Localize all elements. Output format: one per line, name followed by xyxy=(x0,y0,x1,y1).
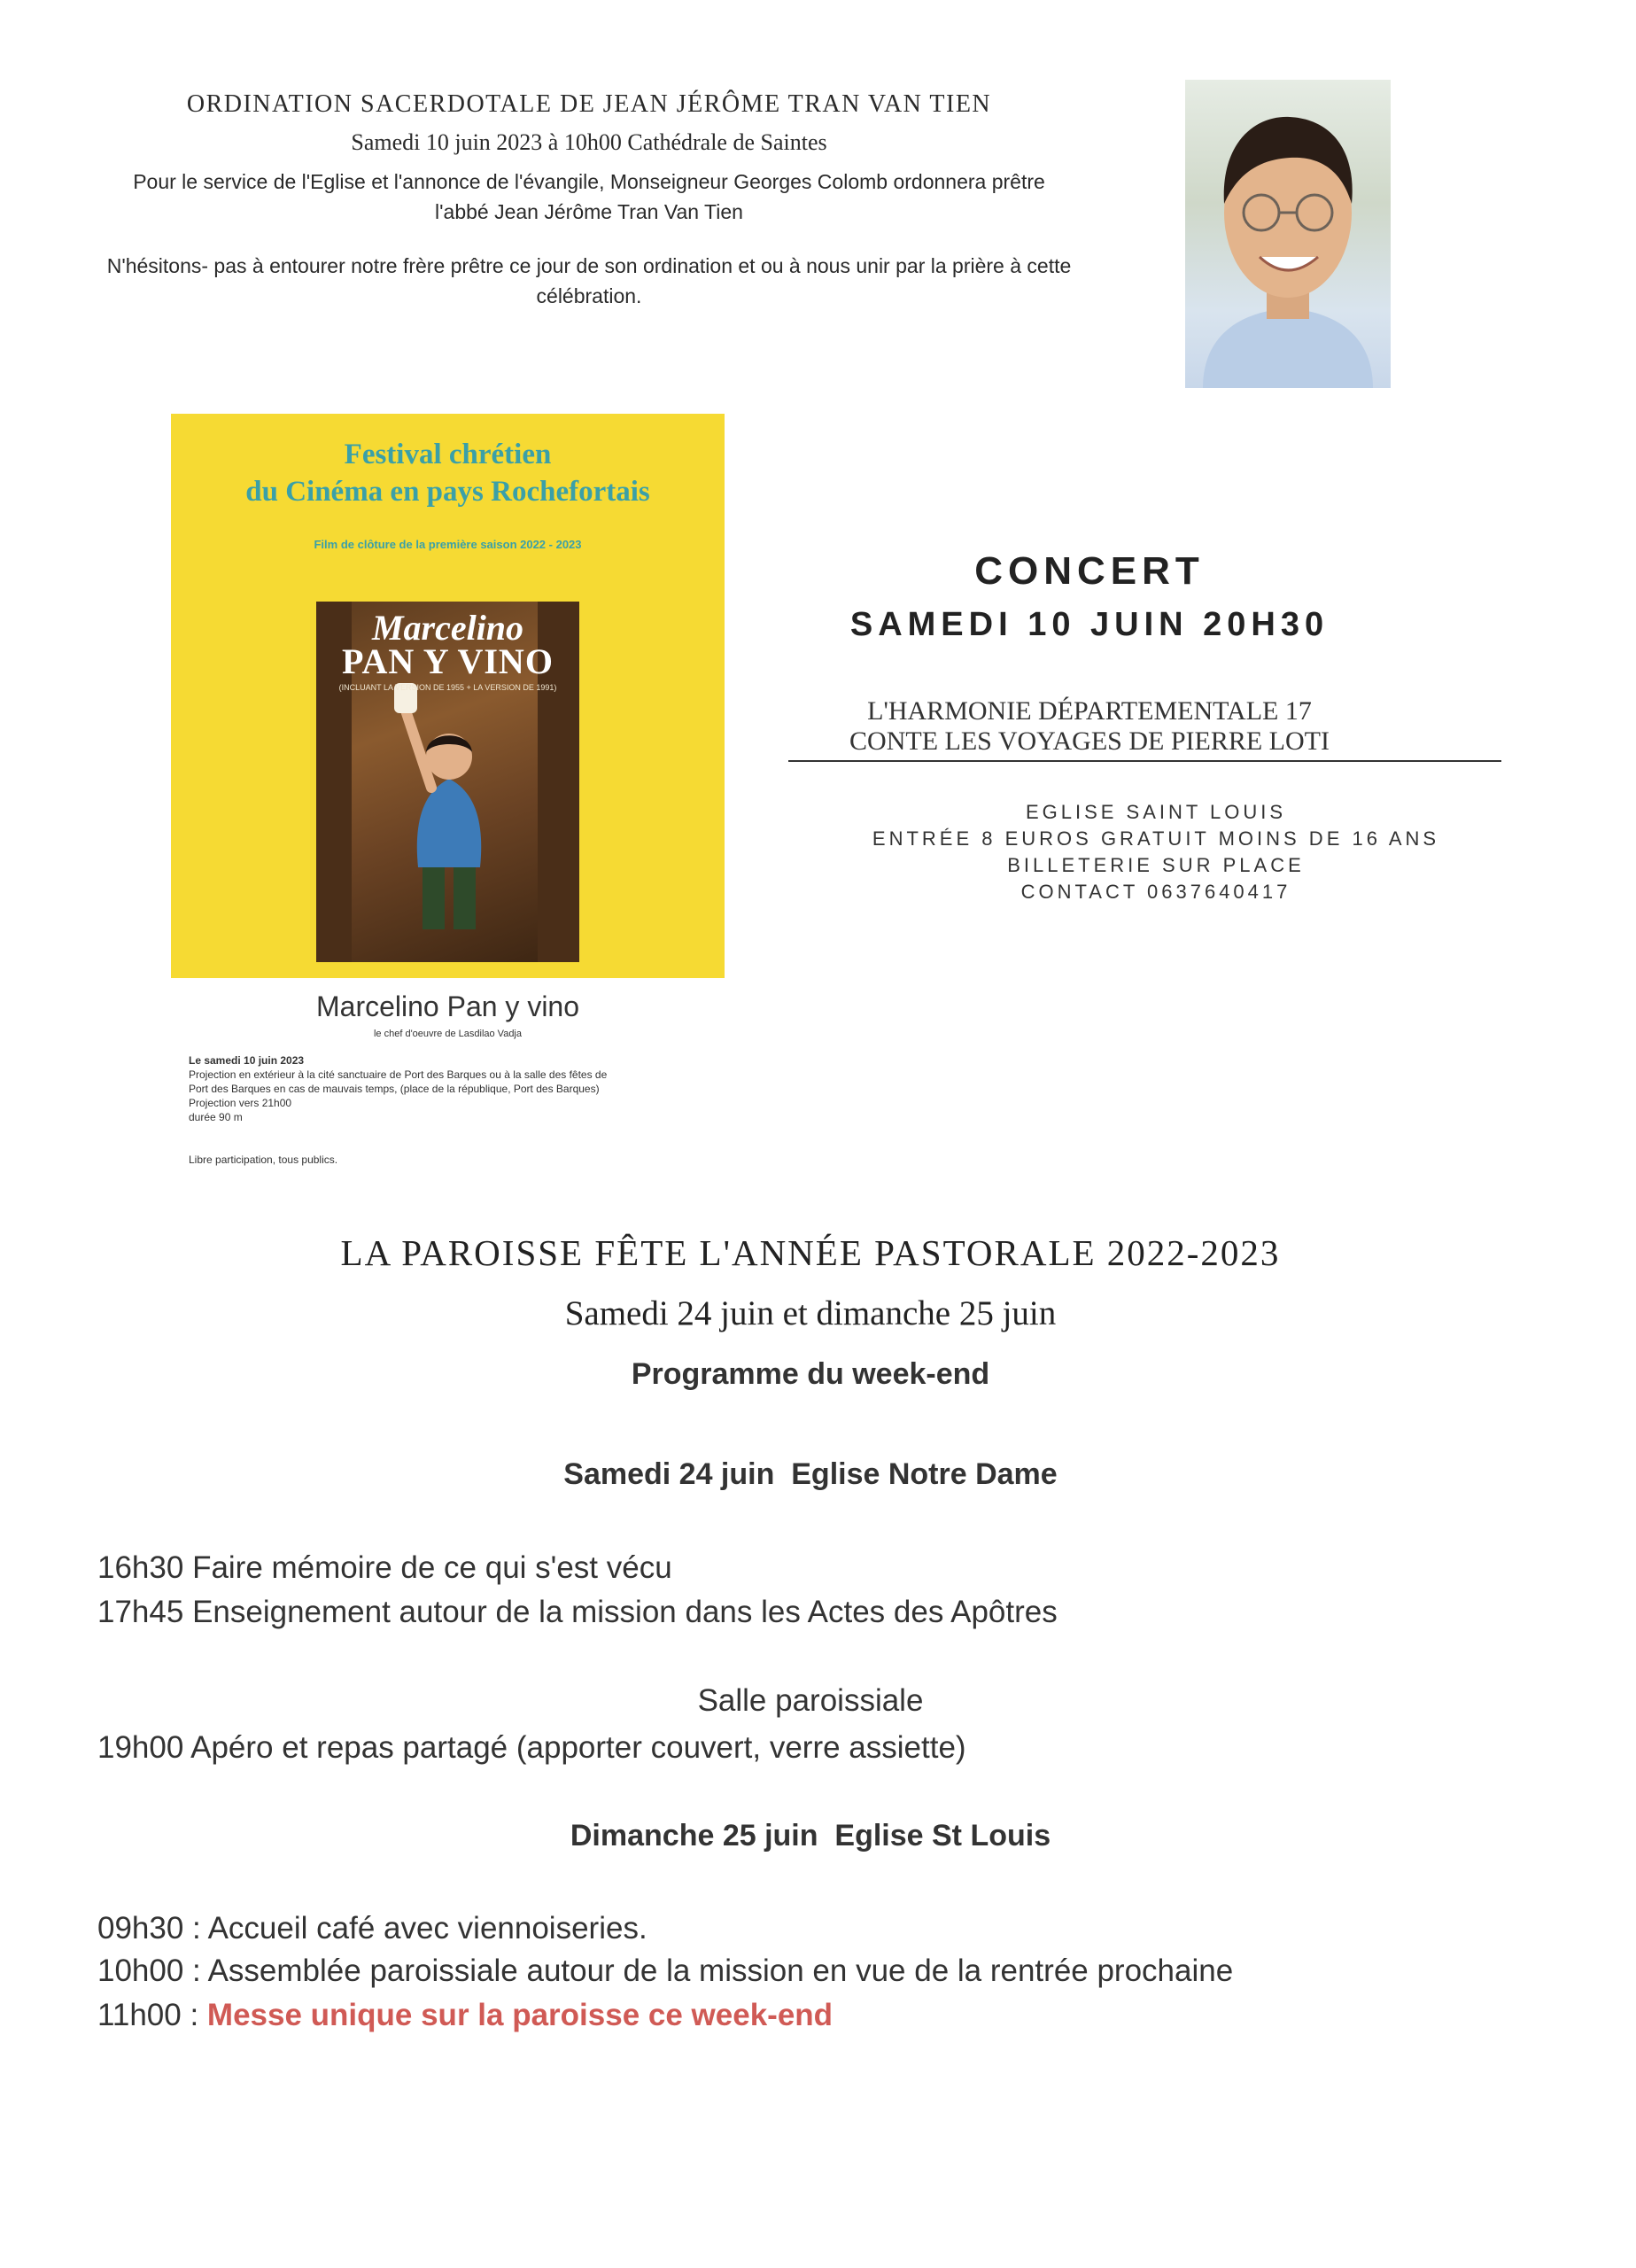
ordination-text-2 xyxy=(53,251,1125,311)
schedule-time: 11h00 : xyxy=(97,1998,199,2032)
ordination-title: ORDINATION SACERDOTALE DE JEAN JÉRÔME TRAN VAN TIEN xyxy=(186,90,992,118)
concert-info-contact: CONTACT 0637640417 xyxy=(1020,881,1291,903)
schedule-item xyxy=(97,1953,1233,1989)
concert-description-line-2: CONTE LES VOYAGES DE PIERRE LOTI xyxy=(849,726,1330,756)
movie-poster-title-2: PAN Y VINO xyxy=(342,641,554,681)
schedule-item xyxy=(97,1998,833,2033)
sunday-heading: Dimanche 25 juin Eglise St Louis xyxy=(570,1819,1051,1852)
ordination-text-1-line-2: l'abbé Jean Jérôme Tran Van Tien xyxy=(435,200,743,223)
programme-heading: Programme du week-end xyxy=(631,1357,990,1391)
schedule-time: 19h00 xyxy=(97,1730,184,1765)
movie-participation: Libre participation, tous publics. xyxy=(189,1153,338,1166)
concert-info xyxy=(788,799,1524,905)
schedule-activity: Assemblée paroissiale autour de la mission en vue de la rentrée prochaine xyxy=(207,1953,1234,1988)
schedule-activity: Enseignement autour de la mission dans les Actes des Apôtres xyxy=(192,1595,1058,1629)
schedule-item xyxy=(97,1730,966,1766)
concert-divider xyxy=(788,760,1501,762)
paroisse-title: LA PAROISSE FÊTE L'ANNÉE PASTORALE 2022-2023 xyxy=(340,1232,1281,1273)
concert-info-location: EGLISE SAINT LOUIS xyxy=(1025,801,1287,823)
ordination-text-1 xyxy=(80,167,1098,227)
concert-title: CONCERT xyxy=(974,549,1205,593)
movie-date: Le samedi 10 juin 2023 xyxy=(189,1054,305,1067)
ordination-text-2-line-1: N'hésitons- pas à entourer notre frère prêtre ce jour de son ordination et ou à nous unir par la prière à cette xyxy=(106,254,1072,277)
movie-details xyxy=(189,1053,738,1124)
concert-description-line-1: L'HARMONIE DÉPARTEMENTALE 17 xyxy=(867,696,1312,726)
schedule-item xyxy=(97,1550,672,1586)
festival-title-line-2: du Cinéma en pays Rochefortais xyxy=(245,476,650,508)
schedule-item xyxy=(97,1595,1058,1630)
concert-info-tickets: BILLETERIE SUR PLACE xyxy=(1007,854,1305,876)
festival-poster xyxy=(171,414,725,978)
schedule-time: 10h00 : xyxy=(97,1953,201,1988)
priest-portrait-photo xyxy=(1185,80,1391,388)
schedule-activity: Faire mémoire de ce qui s'est vécu xyxy=(192,1550,672,1585)
schedule-activity: Accueil café avec viennoiseries. xyxy=(207,1911,647,1946)
ordination-date: Samedi 10 juin 2023 à 10h00 Cathédrale de Saintes xyxy=(351,129,827,155)
schedule-item xyxy=(97,1911,647,1946)
movie-detail-line-2: Port des Barques en cas de mauvais temps, (place de la république, Port des Barques) xyxy=(189,1083,600,1095)
movie-detail-line-4: durée 90 m xyxy=(189,1111,243,1123)
saturday-heading: Samedi 24 juin Eglise Notre Dame xyxy=(563,1457,1058,1491)
concert-date: SAMEDI 10 JUIN 20H30 xyxy=(849,606,1330,643)
ordination-text-1-line-1: Pour le service de l'Eglise et l'annonce de l'évangile, Monseigneur Georges Colomb ordonnera prêtre xyxy=(133,170,1045,193)
schedule-time: 17h45 xyxy=(97,1595,184,1629)
schedule-time: 16h30 xyxy=(97,1550,184,1585)
festival-title xyxy=(171,436,725,510)
movie-detail-line-3: Projection vers 21h00 xyxy=(189,1097,292,1109)
movie-poster-title-1: Marcelino xyxy=(371,608,524,648)
movie-title: Marcelino Pan y vino xyxy=(315,990,580,1022)
concert-description xyxy=(788,696,1391,757)
movie-detail-line-1: Projection en extérieur à la cité sanctuaire de Port des Barques ou à la salle des fêtes de xyxy=(189,1068,608,1081)
venue-heading: Salle paroissiale xyxy=(697,1683,924,1718)
movie-credit: le chef d'oeuvre de Lasdilao Vadja xyxy=(373,1029,522,1039)
festival-subtitle: Film de clôture de la première saison 2022 - 2023 xyxy=(314,538,582,551)
ordination-text-2-line-2: célébration. xyxy=(536,284,642,307)
schedule-time: 09h30 : xyxy=(97,1911,201,1946)
concert-info-price: ENTRÉE 8 EUROS GRATUIT MOINS DE 16 ANS xyxy=(872,827,1440,850)
schedule-activity: Apéro et repas partagé (apporter couvert, verre assiette) xyxy=(190,1730,966,1765)
schedule-activity-highlight: Messe unique sur la paroisse ce week-end xyxy=(206,1998,834,2032)
festival-title-line-1: Festival chrétien xyxy=(344,439,552,470)
paroisse-dates: Samedi 24 juin et dimanche 25 juin xyxy=(564,1294,1057,1332)
movie-poster-note: (INCLUANT LA VERSION DE 1955 + LA VERSION DE 1991) xyxy=(338,683,557,692)
movie-poster-image xyxy=(316,602,579,962)
